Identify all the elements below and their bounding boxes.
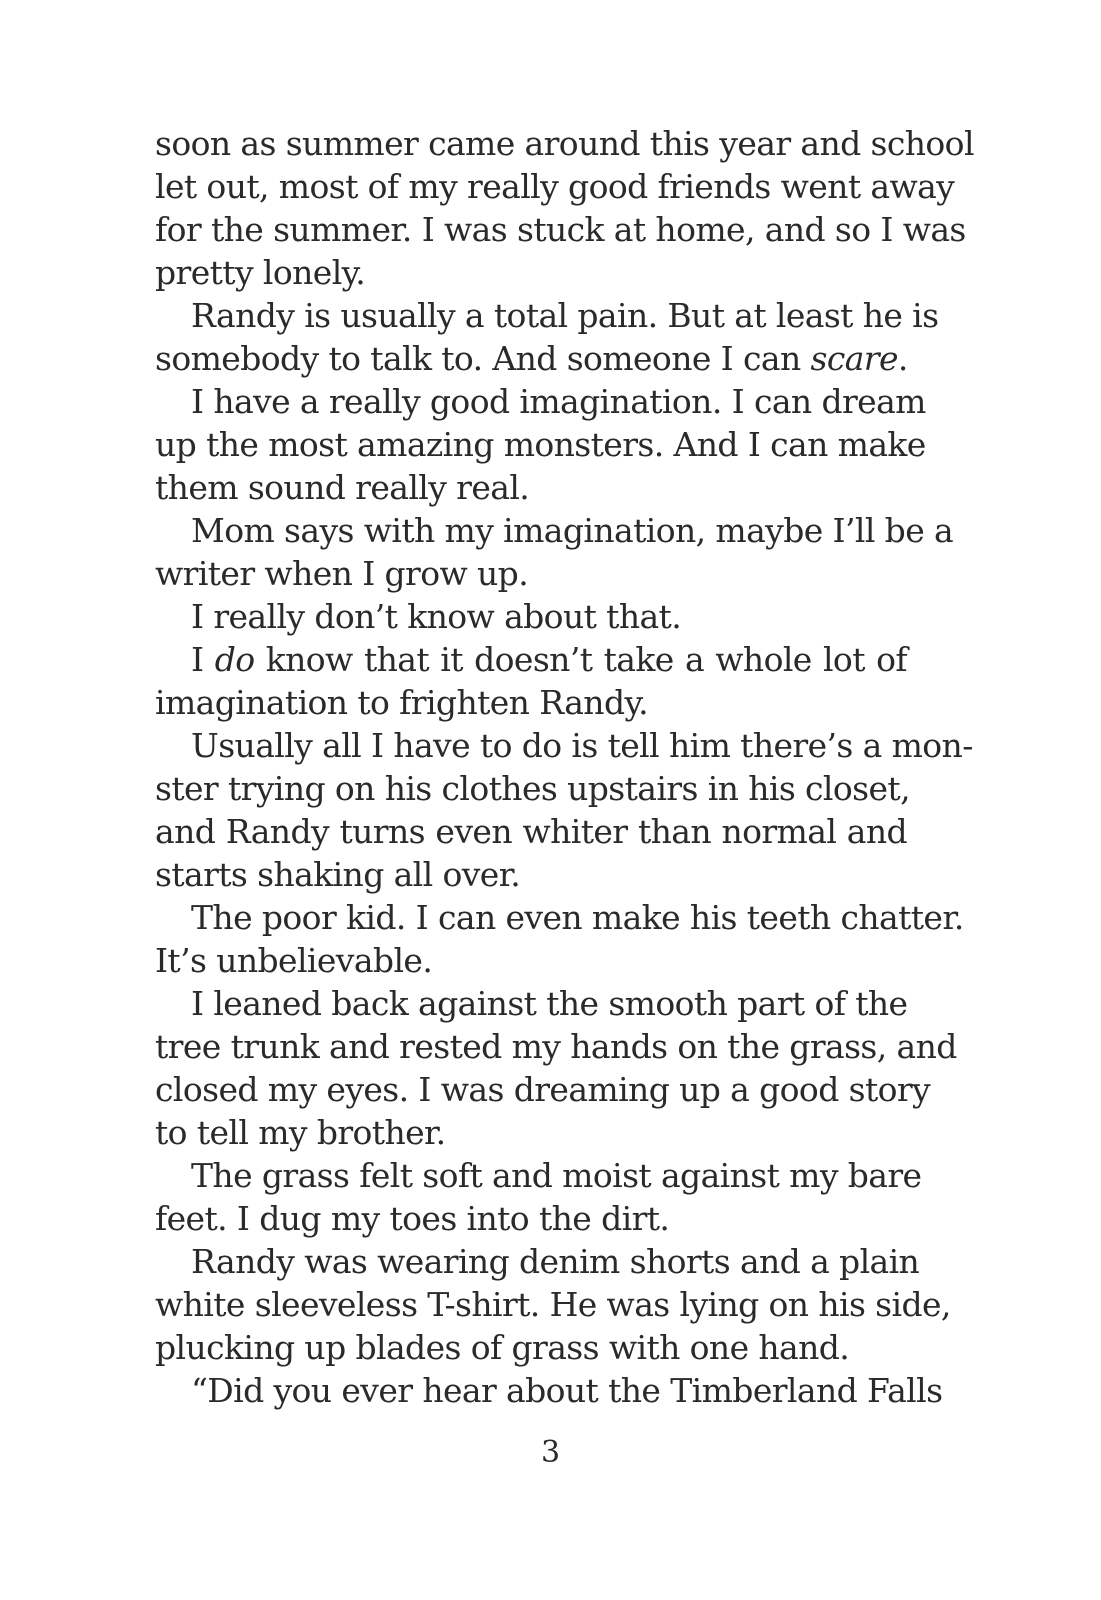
text-line <box>155 724 973 767</box>
text-segment: up the most amazing monsters. And I can make <box>155 425 926 464</box>
text-segment: for the summer. I was stuck at home, and so I was <box>155 210 966 249</box>
text-segment: plucking up blades of grass with one hand. <box>155 1328 850 1367</box>
text-segment: them sound really real. <box>155 468 530 507</box>
text-segment: Randy was wearing denim shorts and a plain <box>191 1242 920 1281</box>
body-text <box>155 122 974 1412</box>
text-segment: I leaned back against the smooth part of the <box>191 984 908 1023</box>
text-line <box>155 1111 907 1154</box>
text-line <box>155 423 926 466</box>
text-line <box>155 853 907 896</box>
text-line <box>155 1025 957 1068</box>
text-line <box>155 1154 922 1197</box>
text-line <box>155 1240 920 1283</box>
text-segment: feet. I dug my toes into the dirt. <box>155 1199 670 1238</box>
text-line <box>155 939 907 982</box>
text-segment: The grass felt soft and moist against my bare <box>191 1156 922 1195</box>
text-line <box>155 681 907 724</box>
text-line <box>155 466 907 509</box>
text-line <box>155 208 966 251</box>
text-segment: starts shaking all over. <box>155 855 521 894</box>
text-line <box>155 767 910 810</box>
text-line <box>155 122 974 165</box>
text-line <box>155 552 907 595</box>
text-segment: The poor kid. I can even make his teeth chatter. <box>191 898 964 937</box>
text-line <box>155 509 954 552</box>
page-number: 3 <box>540 1435 561 1470</box>
text-line <box>155 1197 907 1240</box>
text-segment: pretty lonely. <box>155 253 366 292</box>
text-segment: tree trunk and rested my hands on the grass, and <box>155 1027 957 1066</box>
text-segment: “Did you ever hear about the Timberland Falls <box>191 1371 943 1410</box>
text-line <box>155 638 907 681</box>
text-segment: Mom says with my imagination, maybe I’ll be a <box>191 511 954 550</box>
text-segment: writer when I grow up. <box>155 554 529 593</box>
text-segment: ster trying on his clothes upstairs in his closet, <box>155 769 910 808</box>
text-segment: I <box>191 640 215 679</box>
text-line <box>155 896 964 939</box>
text-line <box>155 165 955 208</box>
text-segment: It’s unbelievable. <box>155 941 433 980</box>
text-segment: I have a really good imagination. I can dream <box>191 382 926 421</box>
text-segment: Usually all I have to do is tell him there’s a mon- <box>191 726 973 765</box>
text-line <box>155 1068 931 1111</box>
text-segment: white sleeveless T-shirt. He was lying on his side, <box>155 1285 951 1324</box>
text-segment: closed my eyes. I was dreaming up a good story <box>155 1070 931 1109</box>
text-segment: I really don’t know about that. <box>191 597 682 636</box>
text-line <box>155 595 907 638</box>
text-line <box>155 982 907 1025</box>
text-line <box>155 1326 907 1369</box>
italic-text: do <box>214 640 255 679</box>
text-segment: somebody to talk to. And someone I can <box>155 339 811 378</box>
text-segment: soon as summer came around this year and school <box>155 124 974 163</box>
text-line <box>155 810 907 853</box>
text-line <box>155 294 939 337</box>
text-line <box>155 380 926 423</box>
text-line <box>155 337 907 380</box>
text-segment: imagination to frighten Randy. <box>155 683 649 722</box>
text-line <box>155 1283 951 1326</box>
text-segment: Randy is usually a total pain. But at least he is <box>191 296 939 335</box>
italic-text: scare <box>810 339 898 378</box>
text-segment: let out, most of my really good friends went away <box>155 167 955 206</box>
text-segment: to tell my brother. <box>155 1113 446 1152</box>
text-segment: and Randy turns even whiter than normal and <box>155 812 907 851</box>
text-segment: . <box>897 339 908 378</box>
text-segment: know that it doesn’t take a whole lot of <box>254 640 907 679</box>
text-line <box>155 251 907 294</box>
text-line <box>155 1369 943 1412</box>
